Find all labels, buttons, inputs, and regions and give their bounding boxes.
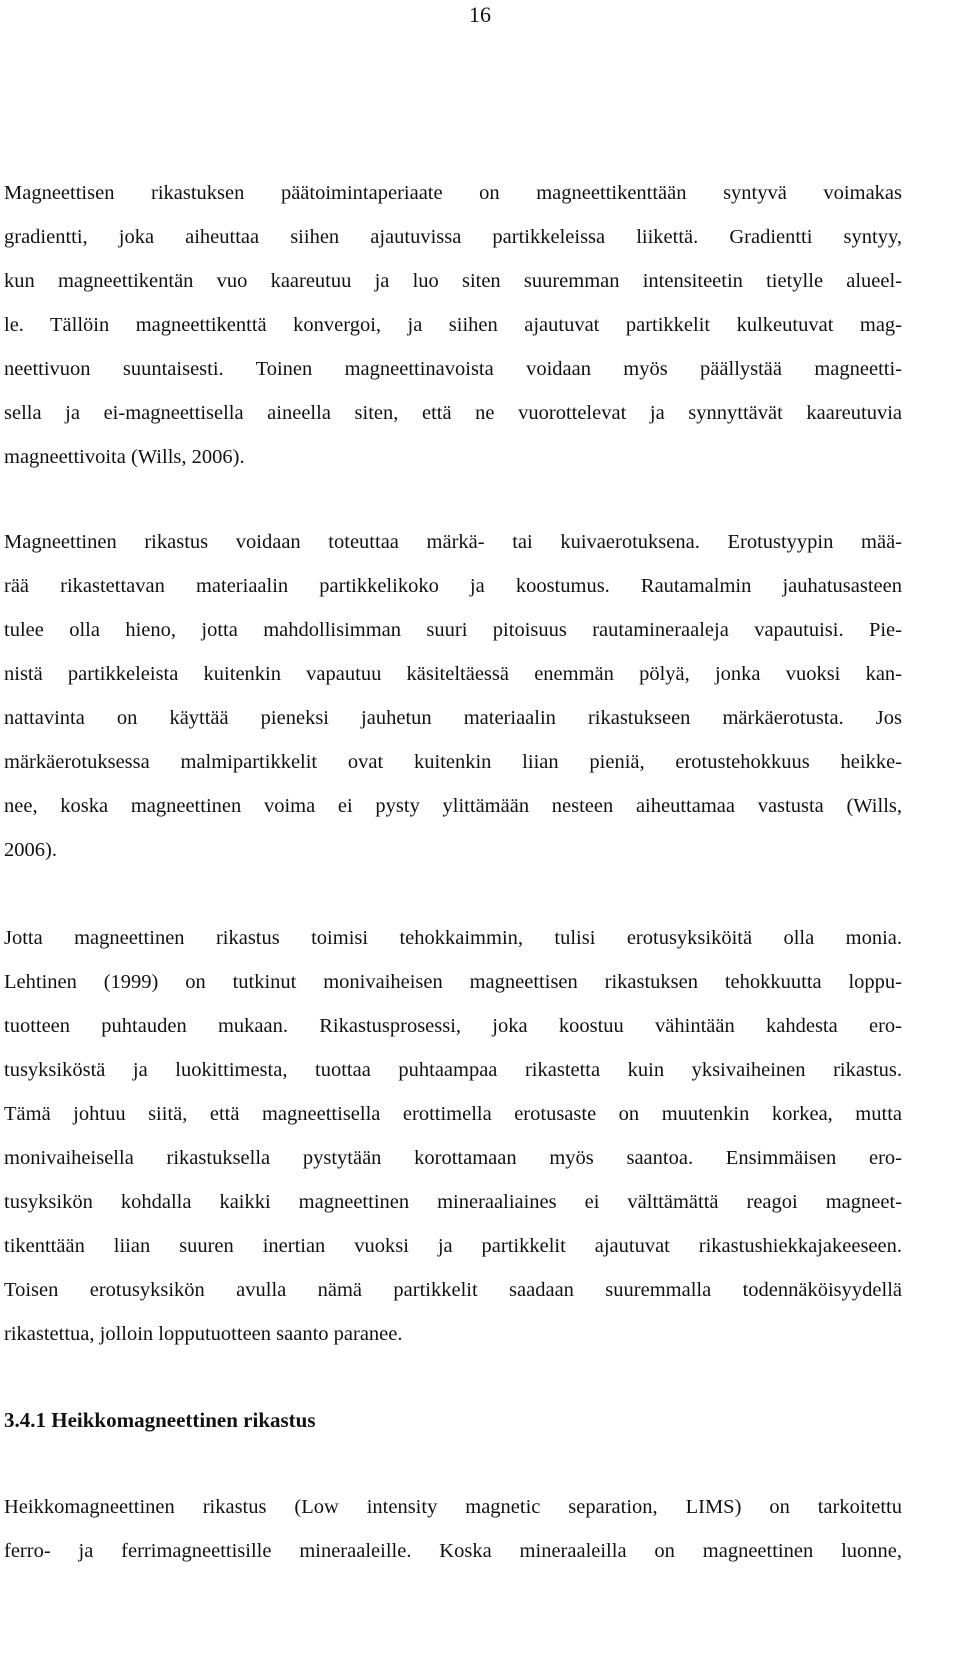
text-line: ferro- ja ferrimagneettisille mineraaleille. Koska mineraaleilla on magneettinen luonne, <box>4 1540 902 1562</box>
text-line: Magneettisen rikastuksen päätoimintaperiaate on magneettikenttään syntyvä voimakas <box>4 182 902 204</box>
text-line: Tämä johtuu siitä, että magneettisella erottimella erotusaste on muutenkin korkea, mutta <box>4 1103 902 1125</box>
text-line: rää rikastettavan materiaalin partikkelikoko ja koostumus. Rautamalmin jauhatusasteen <box>4 575 902 597</box>
text-line: le. Tällöin magneettikenttä konvergoi, ja siihen ajautuvat partikkelit kulkeutuvat mag- <box>4 314 902 336</box>
text-line: monivaiheisella rikastuksella pystytään korottamaan myös saantoa. Ensimmäisen ero- <box>4 1147 902 1169</box>
text-line: Lehtinen (1999) on tutkinut monivaiheisen magneettisen rikastuksen tehokkuutta loppu- <box>4 971 902 993</box>
text-line: neettivuon suuntaisesti. Toinen magneettinavoista voidaan myös päällystää magneetti- <box>4 358 902 380</box>
text-line: Magneettinen rikastus voidaan toteuttaa märkä- tai kuivaerotuksena. Erotustyypin mää- <box>4 531 902 553</box>
text-line: Toisen erotusyksikön avulla nämä partikkelit saadaan suuremmalla todennäköisyydellä <box>4 1279 902 1301</box>
text-line: tusyksiköstä ja luokittimesta, tuottaa puhtaampaa rikastetta kuin yksivaiheinen rikastus. <box>4 1059 902 1081</box>
text-line: tuotteen puhtauden mukaan. Rikastusprosessi, joka koostuu vähintään kahdesta ero- <box>4 1015 902 1037</box>
text-line: tusyksikön kohdalla kaikki magneettinen mineraaliaines ei välttämättä reagoi magneet- <box>4 1191 902 1213</box>
text-line: magneettivoita (Wills, 2006). <box>4 446 245 468</box>
section-heading: 3.4.1 Heikkomagneettinen rikastus <box>4 1408 316 1432</box>
text-line: gradientti, joka aiheuttaa siihen ajautuvissa partikkeleissa liikettä. Gradientti syntyy, <box>4 226 902 248</box>
text-line: 2006). <box>4 839 57 861</box>
text-line: kun magneettikentän vuo kaareutuu ja luo siten suuremman intensiteetin tietylle alueel- <box>4 270 902 292</box>
text-line: rikastettua, jolloin lopputuotteen saanto paranee. <box>4 1323 403 1345</box>
text-line: tulee olla hieno, jotta mahdollisimman suuri pitoisuus rautamineraaleja vapautuisi. Pie- <box>4 619 902 641</box>
text-line: märkäerotuksessa malmipartikkelit ovat kuitenkin liian pieniä, erotustehokkuus heikke- <box>4 751 902 773</box>
text-line: sella ja ei-magneettisella aineella siten, että ne vuorottelevat ja synnyttävät kaareutuvia <box>4 402 902 424</box>
text-line: nee, koska magneettinen voima ei pysty ylittämään nesteen aiheuttamaa vastusta (Wills, <box>4 795 902 817</box>
text-line: Jotta magneettinen rikastus toimisi tehokkaimmin, tulisi erotusyksiköitä olla monia. <box>4 927 902 949</box>
text-line: Heikkomagneettinen rikastus (Low intensity magnetic separation, LIMS) on tarkoitettu <box>4 1496 902 1518</box>
page-number: 16 <box>469 2 491 27</box>
text-line: nistä partikkeleista kuitenkin vapautuu käsiteltäessä enemmän pölyä, jonka vuoksi kan- <box>4 663 902 685</box>
text-line: tikenttään liian suuren inertian vuoksi ja partikkelit ajautuvat rikastushiekkajakeeseen. <box>4 1235 902 1257</box>
text-line: nattavinta on käyttää pieneksi jauhetun materiaalin rikastukseen märkäerotusta. Jos <box>4 707 902 729</box>
